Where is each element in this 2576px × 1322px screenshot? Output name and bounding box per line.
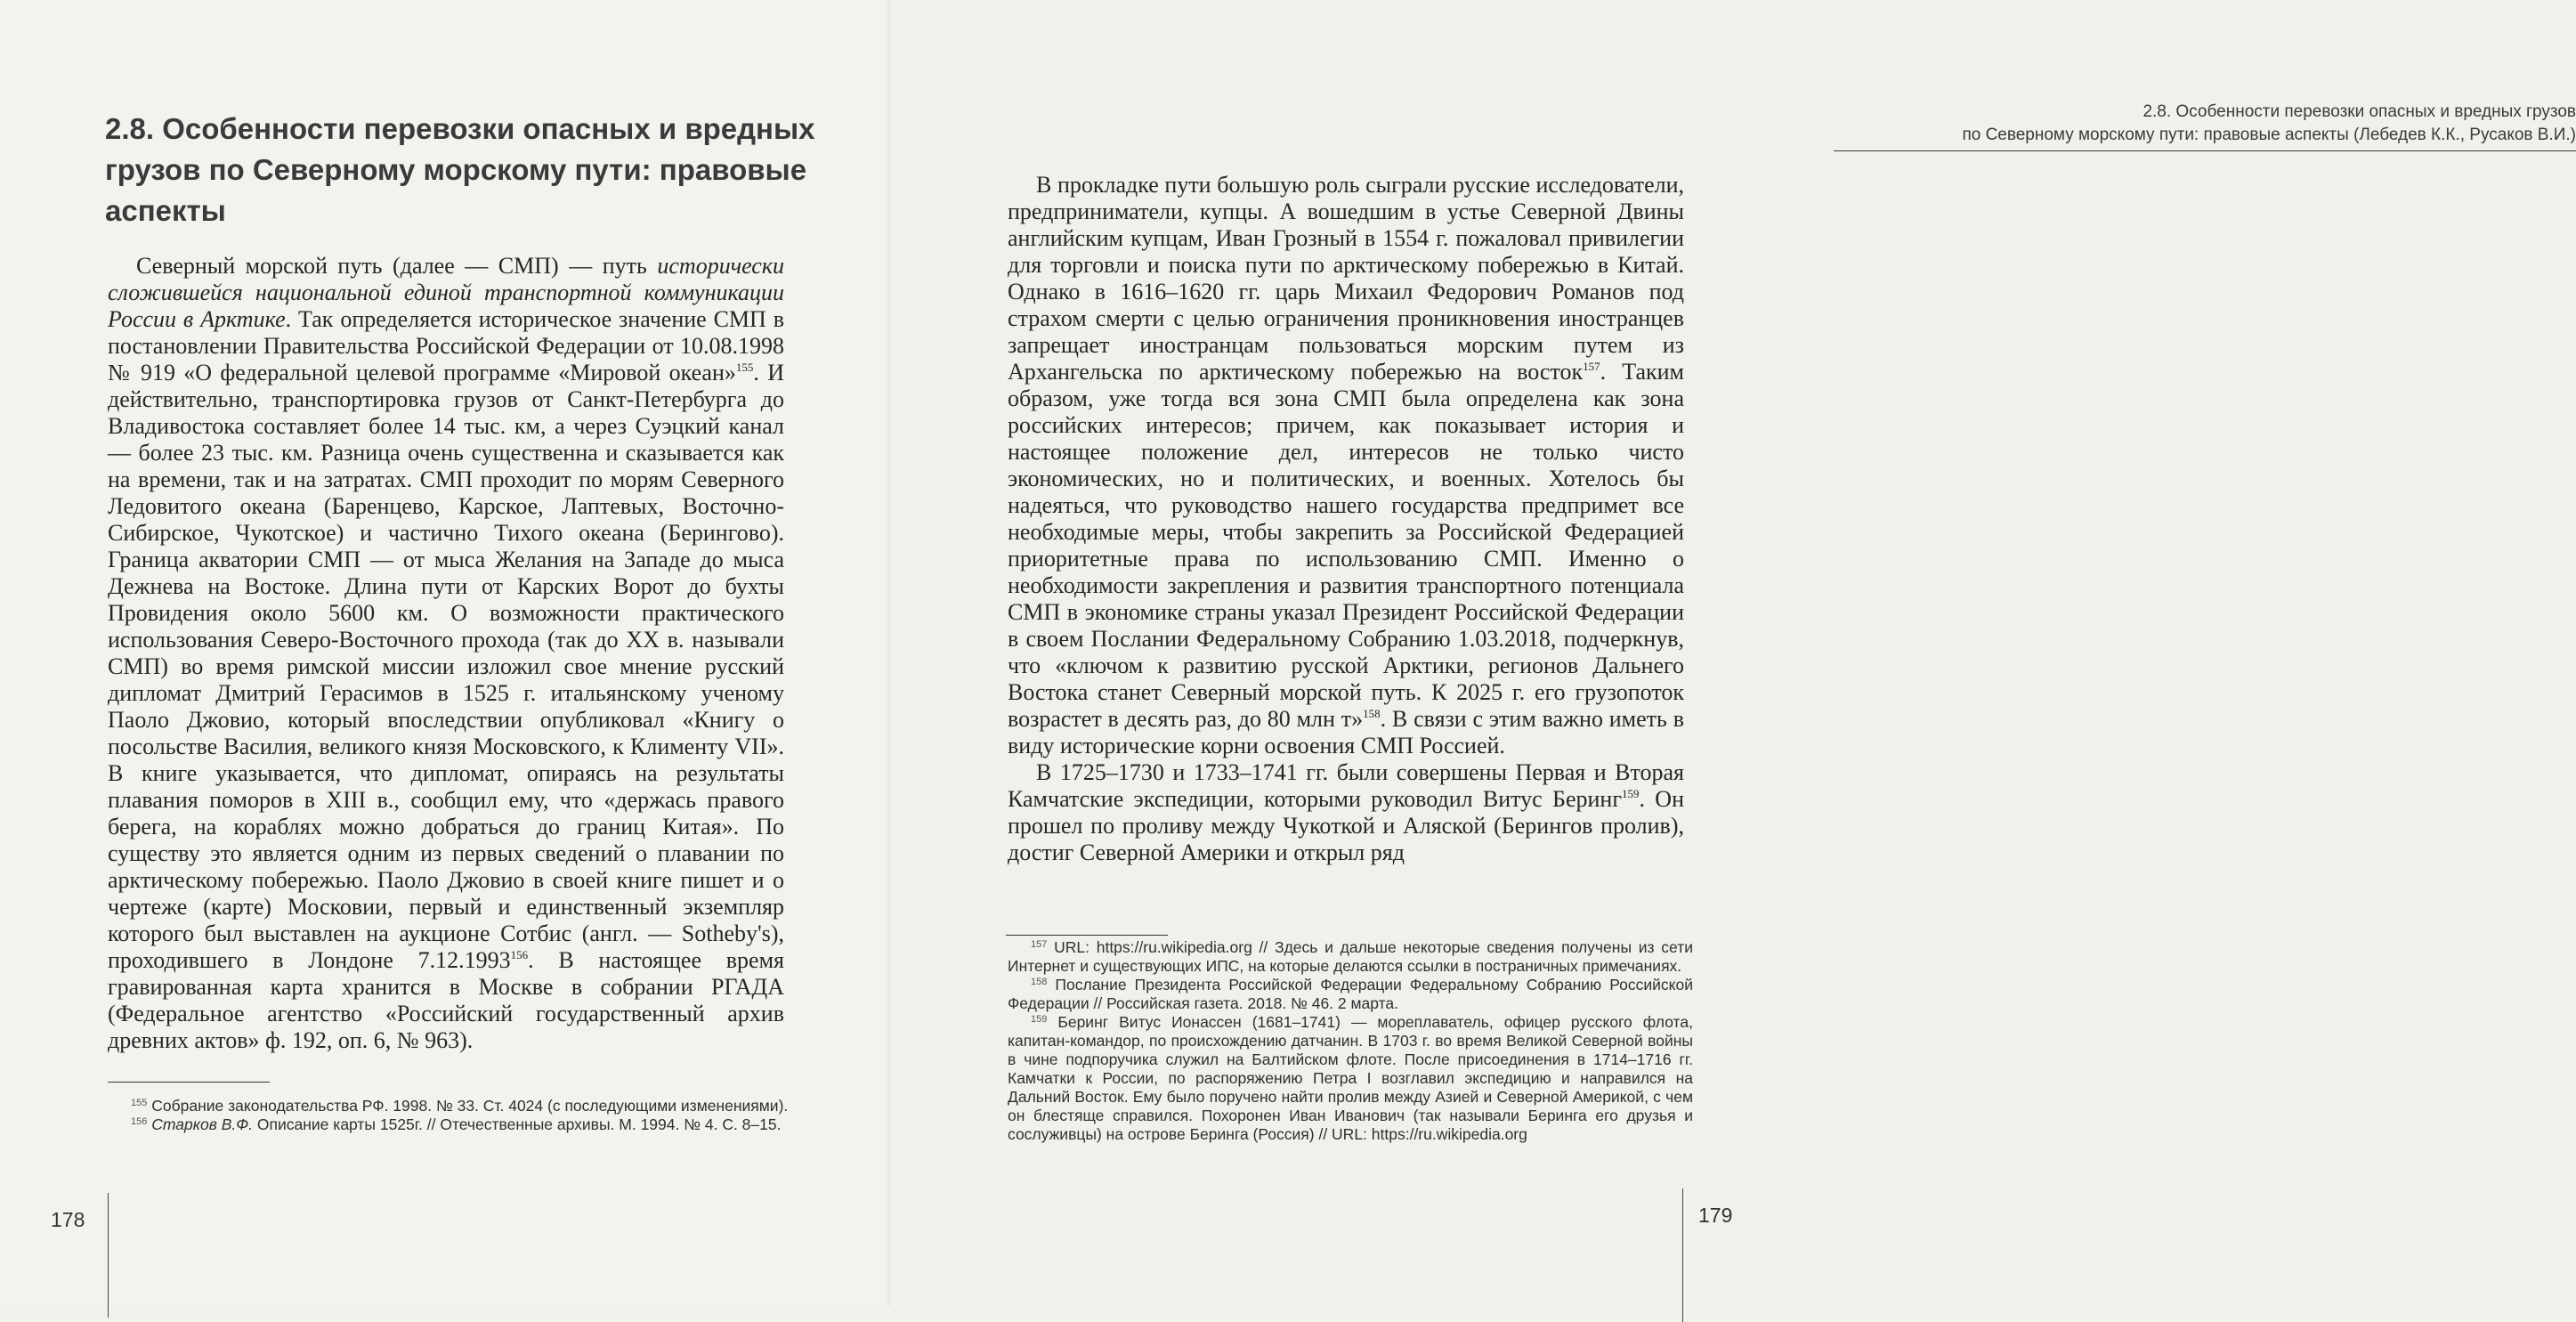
paragraph-text: В 1725–1730 и 1733–1741 гг. были совершены Первая и Вторая Камчатские экспедиции, которыми руководил Витус Беринг xyxy=(1008,759,1684,812)
footnote-divider xyxy=(1006,935,1168,936)
footnote-ref[interactable]: 157 xyxy=(1583,360,1600,373)
footnote-ref[interactable]: 159 xyxy=(1621,787,1640,800)
paragraph-text: . И действительно, транспортировка грузов от Санкт-Петербурга до Владивостока составляет более 14 тыс. км, а через Суэцкий канал — более 23 тыс. км. Разница очень существенна и сказывается как на времени, так и на затратах. СМП проходит по морям Северного Ледовитого океана (Баренцево, Карское, Лаптевых, Восточно-Сибирское, Чукотское) и частично Тихого океана (Берингово). Граница акватории СМП — от мыса Желания на Западе до мыса Дежнева на Востоке. Длина пути от Карских Ворот до бухты Провидения около 5600 км. О возможности практического использования Северо-Восточного прохода (так до XX в. называли СМП) во время римской миссии изложил свое мнение русский дипломат Дмитрий Герасимов в 1525 г. итальянскому ученому Паоло Джовио, который впоследствии опубликовал «Книгу о посольстве Василия, великого князя Московского, к Клименту VII». В книге указывается, что дипломат, опираясь на результаты плавания поморов в XIII в., сообщил ему, что «держась правого берега, на кораблях можно добраться до границ Китая». По существу это является одним из первых сведений о плавании по арктическому побережью. Паоло Джовио в своей книге пишет и о чертеже (карте) Московии, первый и единственный экземпляр которого был выставлен на аукционе Сотбис (англ. — Sotheby's), проходившего в Лондоне 7.12.1993 xyxy=(108,360,785,973)
right-footnotes xyxy=(1008,938,1693,1144)
footnote-divider xyxy=(108,1082,270,1083)
running-head-rule xyxy=(1834,150,2576,151)
paragraph-text: . В связи с этим важно иметь в виду исторические корни освоения СМП Россией. xyxy=(1008,706,1684,758)
paragraph xyxy=(1008,759,1684,866)
right-body-text xyxy=(1008,172,1684,866)
footnote xyxy=(108,1097,793,1115)
page-number: 178 xyxy=(51,1208,85,1231)
footnote-number: 159 xyxy=(1031,1014,1048,1025)
footnote-ref[interactable]: 156 xyxy=(510,948,529,961)
page-margin-line xyxy=(1682,1188,1683,1322)
footnote-number: 157 xyxy=(1031,939,1048,950)
paragraph-text: . Он прошел по проливу между Чукоткой и Аляской (Берингов пролив), достиг Северной Америки и открыл ряд xyxy=(1008,786,1684,865)
footnote-number: 156 xyxy=(131,1116,148,1127)
footnote-text: Беринг Витус Ионассен (1681–1741) — мореплаватель, офицер русского флота, капитан-командор, по происхождению датчанин. В 1703 г. во время Великой Северной войны в чине подпоручика служил на Балтийском флоте. После присоединения в 1714–1716 гг. Камчатки к России, по распоряжению Петра I возглавил экспедицию и направился на Дальний Восток. Ему было поручено найти пролив между Азией и Северной Америкой, с чем он блестяще справился. Похоронен Иван Иванович (так называли Беринга его друзья и сослуживцы) на острове Беринга (Россия) // URL: https://ru.wikipedia.org xyxy=(1008,1013,1693,1143)
footnote-ref[interactable]: 155 xyxy=(735,361,754,374)
running-head xyxy=(1834,101,2576,151)
right-page xyxy=(890,0,2576,1306)
paragraph xyxy=(1008,172,1684,759)
paragraph-text: В прокладке пути большую роль сыграли русские исследователи, предприниматели, купцы. А вошедшим в устье Северной Двины английским купцам, Иван Грозный в 1554 г. пожаловал привилегии для торговли и поиска пути по арктическому побережью в Китай. Однако в 1616–1620 гг. царь Михаил Федорович Романов под страхом смерти с целью ограничения проникновения иностранцев запрещает иностранцам пользоваться морским путем из Архангельска по арктическому побережью на восток xyxy=(1008,172,1684,385)
footnote-text: Описание карты 1525г. // Отечественные архивы. М. 1994. № 4. С. 8–15. xyxy=(253,1115,782,1133)
paragraph-text: . Таким образом, уже тогда вся зона СМП была определена как зона российских интересов; причем, как показывает история и настоящее положение дел, интересов не только чисто экономических, но и политических, и военных. Хотелось бы надеяться, что руководство нашего государства предпримет все необходимые меры, чтобы закрепить за Российской Федерацией приоритетные права по использованию СМП. Именно о необходимости закрепления и развития транспортного потенциала СМП в экономике страны указал Президент Российской Федерации в своем Послании Федеральному Собранию 1.03.2018, подчеркнув, что «ключом к развитию русской Арктики, регионов Дальнего Востока станет Северный морской путь. К 2025 г. его грузопоток возрастет в десять раз, до 80 млн т» xyxy=(1008,359,1684,732)
footnote xyxy=(1008,938,1693,976)
footnote-author: Старков В.Ф. xyxy=(151,1115,254,1133)
footnote-ref[interactable]: 158 xyxy=(1363,707,1381,720)
page-number: 179 xyxy=(1698,1204,1733,1227)
footnote xyxy=(1008,1013,1693,1144)
running-head-line: 2.8. Особенности перевозки опасных и вредных грузов xyxy=(2143,102,2576,121)
footnote-number: 155 xyxy=(131,1098,148,1108)
italic-definition: исторически сложившейся национальной единой транспортной коммуникации России в Арктике xyxy=(108,253,784,332)
footnote xyxy=(108,1115,793,1134)
paragraph-text: Северный морской путь (далее — СМП) — путь xyxy=(136,253,658,279)
footnote-text: Послание Президента Российской Федерации Федеральному Собранию Российской Федерации // Российская газета. 2018. № 46. 2 марта. xyxy=(1008,976,1693,1012)
footnote-text: URL: https://ru.wikipedia.org // Здесь и дальше некоторые сведения получены из сети Интернет и существующих ИПС, на которые делаются ссылки в постраничных примечаниях. xyxy=(1008,938,1693,975)
paragraph xyxy=(108,253,784,1054)
running-head-line: по Северному морскому пути: правовые аспекты (Лебедев К.К., Русаков В.И.) xyxy=(1962,126,2576,144)
footnote xyxy=(1008,976,1693,1013)
footnote-number: 158 xyxy=(1031,977,1048,987)
paragraph-text: . Так определяется историческое значение СМП в постановлении Правительства Российской Федерации от 10.08.1998 № 919 «О федеральной целевой программе «Мировой океан» xyxy=(108,306,784,385)
paragraph-text: . В настоящее время гравированная карта хранится в Москве в собрании РГАДА (Федеральное агентство «Российский государственный архив древних актов» ф. 192, оп. 6, № 963). xyxy=(108,947,784,1053)
left-footnotes xyxy=(108,1097,793,1134)
left-page xyxy=(0,0,890,1306)
chapter-title: 2.8. Особенности перевозки опасных и вредных грузов по Северному морскому пути: правовые аспекты xyxy=(105,112,815,227)
page-margin-line xyxy=(108,1193,109,1318)
footnote-text: Собрание законодательства РФ. 1998. № 33. Ст. 4024 (с последующими изменениями). xyxy=(151,1097,789,1115)
left-body-text xyxy=(108,253,784,1054)
